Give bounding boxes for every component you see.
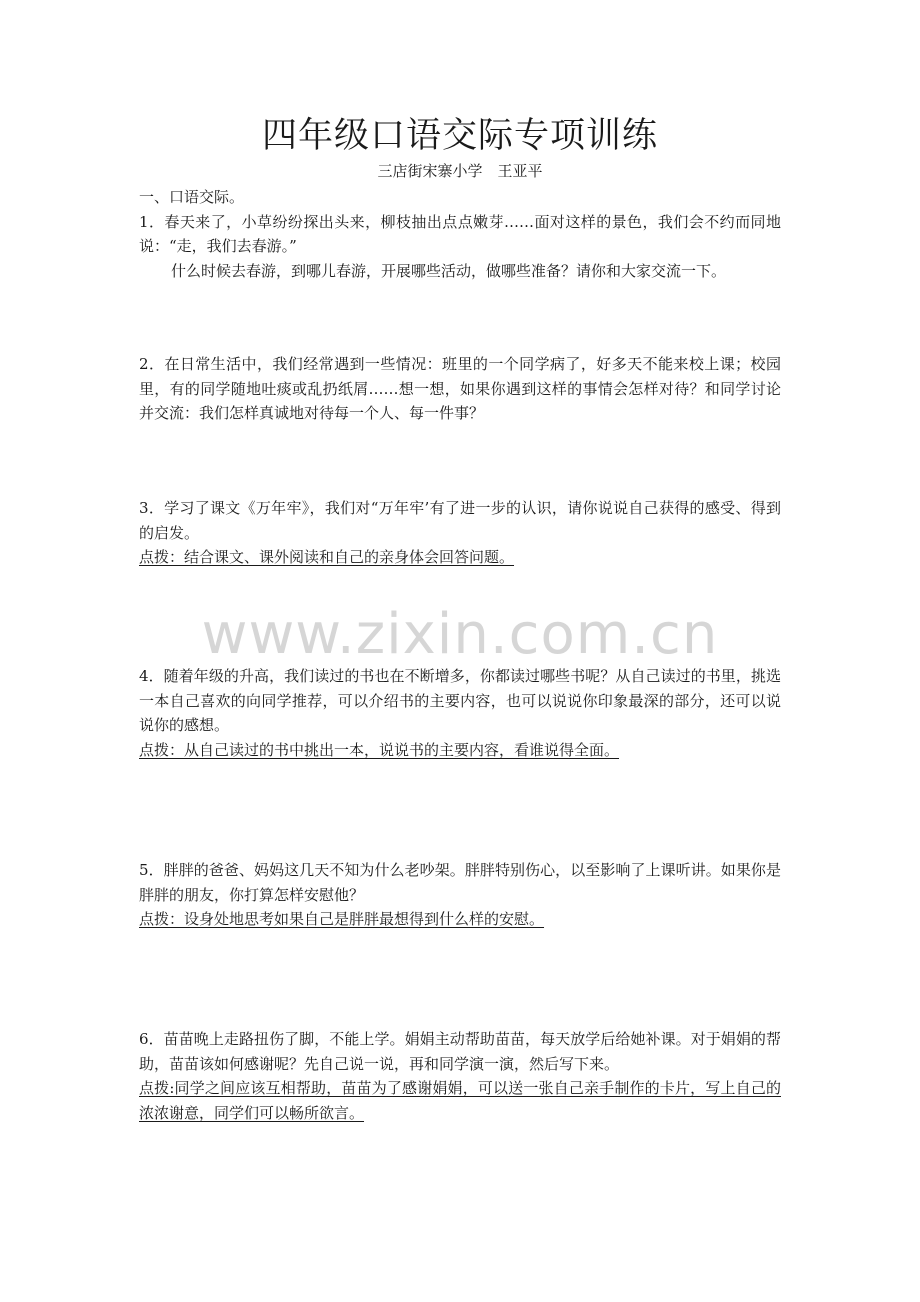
- question-2-text: 2．在日常生活中，我们经常遇到一些情况：班里的一个同学病了，好多天不能来校上课；校园里，有的同学随地吐痰或乱扔纸屑……想一想，如果你遇到这样的事情会怎样对待？和同学讨论并交流：我们怎样真诚地对待每一个人、每一件事？: [139, 355, 781, 422]
- section-heading: 一、口语交际。: [139, 188, 245, 206]
- section-1: [139, 185, 781, 283]
- question-2: [139, 352, 781, 426]
- question-5-text: 5．胖胖的爸爸、妈妈这几天不知为什么老吵架。胖胖特别伤心，以至影响了上课听讲。如果你是胖胖的朋友，你打算怎样安慰他？: [139, 861, 781, 904]
- question-3-text: 3．学习了课文《万年牢》，我们对“万年牢’有了进一步的认识，请你说说自己获得的感受、得到的启发。: [139, 499, 781, 542]
- question-3: [139, 496, 781, 570]
- question-5-hint: 点拨：设身处地思考如果自己是胖胖最想得到什么样的安慰。: [139, 910, 545, 928]
- question-4-text: 4．随着年级的升高，我们读过的书也在不断增多，你都读过哪些书呢？从自己读过的书里，挑选一本自己喜欢的向同学推荐，可以介绍书的主要内容，也可以说说你印象最深的部分，还可以说说你的感想。: [139, 667, 781, 734]
- document-author: 三店街宋寨小学 王亚平: [377, 162, 543, 180]
- question-4-hint: 点拨：从自己读过的书中挑出一本，说说书的主要内容，看谁说得全面。: [139, 740, 620, 759]
- question-5: [139, 858, 781, 932]
- question-1-follow-up: 什么时候去春游，到哪儿春游，开展哪些活动，做哪些准备？请你和大家交流一下。: [171, 261, 727, 280]
- watermark: www.zixin.com.cn: [201, 602, 719, 667]
- question-6: [139, 1027, 781, 1125]
- question-6-text: 6．苗苗晚上走路扭伤了脚，不能上学。娟娟主动帮助苗苗，每天放学后给她补课。对于娟娟的帮助，苗苗该如何感谢呢？先自己说一说，再和同学演一演，然后写下来。: [139, 1030, 781, 1073]
- question-6-hint: 点拨:同学之间应该互相帮助，苗苗为了感谢娟娟，可以送一张自己亲手制作的卡片，写上自己的浓浓谢意，同学们可以畅所欲言。: [139, 1079, 781, 1122]
- question-3-hint: 点拨：结合课文、课外阅读和自己的亲身体会回答问题。: [139, 548, 515, 566]
- document-title: 四年级口语交际专项训练: [261, 116, 658, 156]
- question-4: [139, 664, 781, 762]
- question-1-text: 1．春天来了，小草纷纷探出头来，柳枝抽出点点嫩芽……面对这样的景色，我们会不约而同地说：“走，我们去春游。”: [139, 212, 781, 255]
